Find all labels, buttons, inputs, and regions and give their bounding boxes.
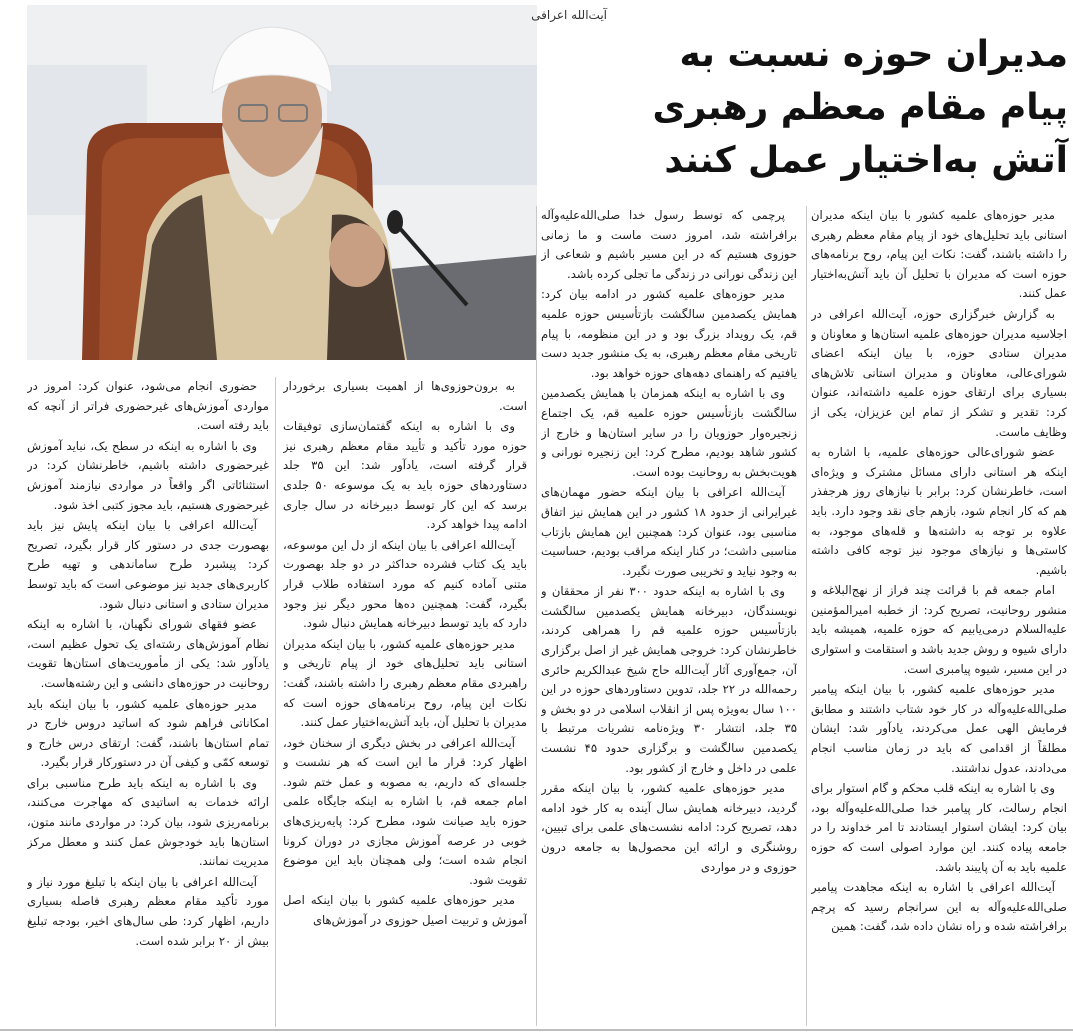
paragraph: آیت‌الله اعرافی با بیان اینکه از دل این موسوعه، باید یک کتاب فشرده حداکثر در دو جلد بهصورت متنی آماده کنیم که مورد استفاده طلاب قرار بگیرد، گفت: همچنین ده‌ها محور دیگر نیز وجود دارد که باید توسط دبیرخانه همایش دنبال شود. xyxy=(283,537,527,631)
paragraph: امام جمعه قم با قرائت چند فراز از نهج‌البلاغه و منشور روحانیت، تصریح کرد: از خطبه امیرالمؤمنین علیه‌السلام درمی‌یابیم که حوزه علمیه، همیشه باید دارای شیوه و روش جدید باشد و استقامت و استواری در این مسیر، شیوه پیامبری است. xyxy=(811,583,1067,676)
paragraph: آیت‌الله اعرافی در بخش دیگری از سخنان خود، اظهار کرد: قرار ما این است که هر نشست و جلسه‌ای که داریم، به مصوبه و عمل ختم شود. امام جمعه قم، با اشاره به اینکه جایگاه علمی حوزه باید صیانت شود، مطرح کرد: پایه‌ریزی‌های خوبی در عرصه آموزش مجازی در دوران کرونا انجام شده است؛ ولی همچنان باید این موضوع تقویت شود. xyxy=(283,735,527,887)
headline-line-3: آتش به‌اختیار عمل کنند xyxy=(664,140,1068,181)
speaker-photo-illustration xyxy=(27,5,537,360)
column-divider xyxy=(536,206,537,1026)
paragraph: آیت‌الله اعرافی با بیان اینکه حضور مهمان‌های غیرایرانی از حدود ۱۸ کشور در این همایش نیز اتفاق مناسبی بود، عنوان کرد: همچنین این همایش بازتاب مناسبی داشت؛ در کنار اینکه مراقب بودیم، حساسیت به وجود نیاید و تخریبی صورت نگیرد. xyxy=(541,485,797,578)
paragraph: وی با اشاره به اینکه حدود ۳۰۰ نفر از محققان و نویسندگان، دبیرخانه همایش یکصدمین سالگشت بازتأسیس حوزه علمیه قم را همراهی کردند، خاطرنشان کرد: خروجی همایش غیر از اصل برگزاری آن، جمع‌آوری آثار آیت‌الله حاج شیخ عبدالکریم حائری رحمه‌الله در ۲۲ جلد، تدوین دستاوردهای حوزه در این ۱۰۰ سال به‌ویژه پس از انقلاب اسلامی در دو بخش و ۳۵ جلد، انتشار ۳۰ ویژه‌نامه نشریات مرتبط با یکصدمین سالگشت و برگزاری حدود ۴۵ نشست علمی در داخل و خارج از کشور بود. xyxy=(541,584,797,775)
paragraph: آیت‌الله اعرافی با بیان اینکه با تبلیغ مورد نیاز و مورد تأکید مقام معظم رهبری فاصله بسیاری داریم، اظهار کرد: طی سال‌های اخیر، بودجه تبلیغ بیش از ۲۰ برابر شده است. xyxy=(27,874,269,948)
page-bottom-rule xyxy=(0,1029,1073,1031)
paragraph: مدیر حوزه‌های علمیه کشور، با بیان اینکه مدیران استانی باید تحلیل‌های خود از پیام تاریخی و راهبردی مقام معظم رهبری را داشته باشند، گفت: نکات این پیام، روح برنامه‌های حوزه است که مدیران با تحلیل آن، باید آتش‌به‌اختیار عمل کنند. xyxy=(283,636,527,730)
paragraph: پرچمی که توسط رسول خدا صلی‌الله‌علیه‌وآله برافراشته شد، امروز دست ماست و ما زمانی حوزوی هستیم که در این مسیر باشیم و شعاعی از این زندگی نورانی در زندگی ما تجلی کرده باشد. xyxy=(541,208,797,281)
article-column-3 xyxy=(283,377,527,1030)
paragraph: آیت‌الله اعرافی با اشاره به اینکه مجاهدت پیامبر صلی‌الله‌علیه‌وآله به این سرانجام رسید که پرچم برافراشته شده و راه نشان داده شد، گفت: همین xyxy=(811,880,1067,934)
article-byline: آیت‌الله اعرافی xyxy=(531,8,607,22)
paragraph: به برون‌حوزوی‌ها از اهمیت بسیاری برخوردار است. xyxy=(283,379,527,413)
headline-line-2: پیام مقام معظم رهبری xyxy=(652,87,1068,128)
paragraph: به گزارش خبرگزاری حوزه، آیت‌الله اعرافی در اجلاسیه مدیران حوزه‌های علمیه استان‌ها و معاونان و مدیران ستادی حوزه، با بیان اینکه اعضای شورای‌عالی، معاونان و مدیران استانی تلاش‌های بسیاری برای ارتقای حوزه علمیه داشته‌اند، عنوان کرد: تقدیر و تشکر از تمام این عزیزان، یکی از وظایف ماست. xyxy=(811,306,1067,439)
paragraph: وی با اشاره به اینکه در سطح یک، نباید آموزش غیرحضوری داشته باشیم، خاطرنشان کرد: در استثنائاتی اگر واقعاً در مواردی نیازمند آموزش غیرحضوری هستیم، باید مجوز کتبی اخذ شود. xyxy=(27,438,269,512)
paragraph: وی با اشاره به اینکه همزمان با همایش یکصدمین سالگشت بازتأسیس حوزه علمیه قم، یک اجتماع زنجیره‌وار حوزویان را در سایر استان‌ها و خارج از کشور شاهد بودیم، مطرح کرد: این زنجیره نورانی و هویت‌بخش به روحانیت بوده است. xyxy=(541,386,797,479)
paragraph: آیت‌الله اعرافی با بیان اینکه پایش نیز باید بهصورت جدی در دستور کار قرار بگیرد، تصریح کرد: پیشبرد طرح ساماندهی و تهیه طرح کاربری‌های جدید نیز موضوعی است که باید توسط مدیران ستادی و استانی دنبال شود. xyxy=(27,518,269,611)
paragraph: مدیر حوزه‌های علمیه کشور، با بیان اینکه مقرر گردید، دبیرخانه همایش سال آینده به کار خود ادامه دهد، تصریح کرد: ادامه نشست‌های علمی برای تبیین، روشنگری و ارائه این محصول‌ها به جامعه درون حوزوی و در مواردی xyxy=(541,781,797,874)
paragraph: عضو فقهای شورای نگهبان، با اشاره به اینکه نظام آموزش‌های رشته‌ای یک تحول عظیم است، یادآور شد: یکی از مأموریت‌های استان‌ها تقویت روحانیت در حوزه‌های دانشی و این رشته‌هاست. xyxy=(27,617,269,690)
paragraph: مدیر حوزه‌های علمیه کشور، با بیان اینکه پیامبر صلی‌الله‌علیه‌وآله در کار خود شتاب داشتند و مطابق فرمایش الهی عمل می‌کردند، یادآور شد: ایشان مطلقاً از اقدامی که باید در زمان مناسب انجام می‌دادند، عدول نداشتند. xyxy=(811,682,1067,775)
article-column-2 xyxy=(541,206,797,1030)
paragraph: عضو شورای‌عالی حوزه‌های علمیه، با اشاره به اینکه هر استانی دارای مسائل مشترک و ویژه‌ای است، خاطرنشان کرد: برابر با نیازهای روز هرجفذر هم که کار انجام شود، بازهم جای نقد وجود دارد. باید علاوه بر توجه به داشته‌ها و قله‌های موجود، به کاستی‌ها و نیازهای موجود نیز توجه کافی داشته باشیم. xyxy=(811,445,1067,577)
paragraph: مدیر حوزه‌های علمیه کشور با بیان اینکه اصل آموزش و تربیت اصیل حوزوی در آموزش‌های xyxy=(283,893,527,928)
paragraph: مدیر حوزه‌های علمیه کشور در ادامه بیان کرد: همایش یکصدمین سالگشت بازتأسیس حوزه علمیه قم، یک رویداد بزرگ بود و در این منظومه، با پیام تاریخی مقام معظم رهبری، به یک منشور جدید دست یافتیم که راهنمای دهه‌های حوزه خواهد بود. xyxy=(541,287,797,380)
column-divider xyxy=(806,206,807,1026)
speaker-photo xyxy=(27,5,537,360)
paragraph: وی با اشاره به اینکه قلب محکم و گام استوار برای انجام رسالت، کار پیامبر خدا صلی‌الله‌علیه‌وآله بود، بیان کرد: ایشان استوار ایستادند تا امر خداوند را در جامعه پیاده کنند. این موارد اصولی است که حوزه علمیه باید به آن پایبند باشد. xyxy=(811,781,1067,874)
paragraph: مدیر حوزه‌های علمیه کشور با بیان اینکه مدیران استانی باید تحلیل‌های خود از پیام مقام معظم رهبری را داشته باشند، گفت: نکات این پیام، روح برنامه‌های حوزه است که مدیران با تحلیل آن باید آتش‌به‌اختیار عمل کنند. xyxy=(811,208,1067,301)
article-headline xyxy=(543,28,1068,187)
paragraph: وی با اشاره به اینکه باید طرح مناسبی برای ارائه خدمات به اساتیدی که مهاجرت می‌کنند، برنامه‌ریزی شود، بیان کرد: در مواردی مانند متون، استان‌ها باید خودجوش عمل کنند و معطل مرکز مدیریت نمانند. xyxy=(27,775,269,869)
article-column-4 xyxy=(27,377,269,1030)
headline-line-1: مدیران حوزه نسبت به xyxy=(679,34,1068,75)
article-column-1 xyxy=(811,206,1067,1030)
column-divider xyxy=(275,377,276,1027)
paragraph: حضوری انجام می‌شود، عنوان کرد: امروز در مواردی آموزش‌های غیرحضوری فراتر از آنچه که باید رفته است. xyxy=(27,379,269,433)
paragraph: وی با اشاره به اینکه گفتمان‌سازی توفیقات حوزه مورد تأکید و تأیید مقام معظم رهبری نیز قرار گرفته است، یادآور شد: این ۳۵ جلد دستاوردهای حوزه باید به یک موسوعه ۵۰ جلدی برسد که این کار توسط دبیرخانه در سال جاری ادامه پیدا خواهد کرد. xyxy=(283,419,527,532)
paragraph: مدیر حوزه‌های علمیه کشور، با بیان اینکه باید امکاناتی فراهم شود که اساتید دروس خارج در تمام استان‌ها باشند، گفت: ارتقای درس خارج و توسعه کمّی و کیفی آن در دستورکار قرار بگیرد. xyxy=(27,696,269,770)
